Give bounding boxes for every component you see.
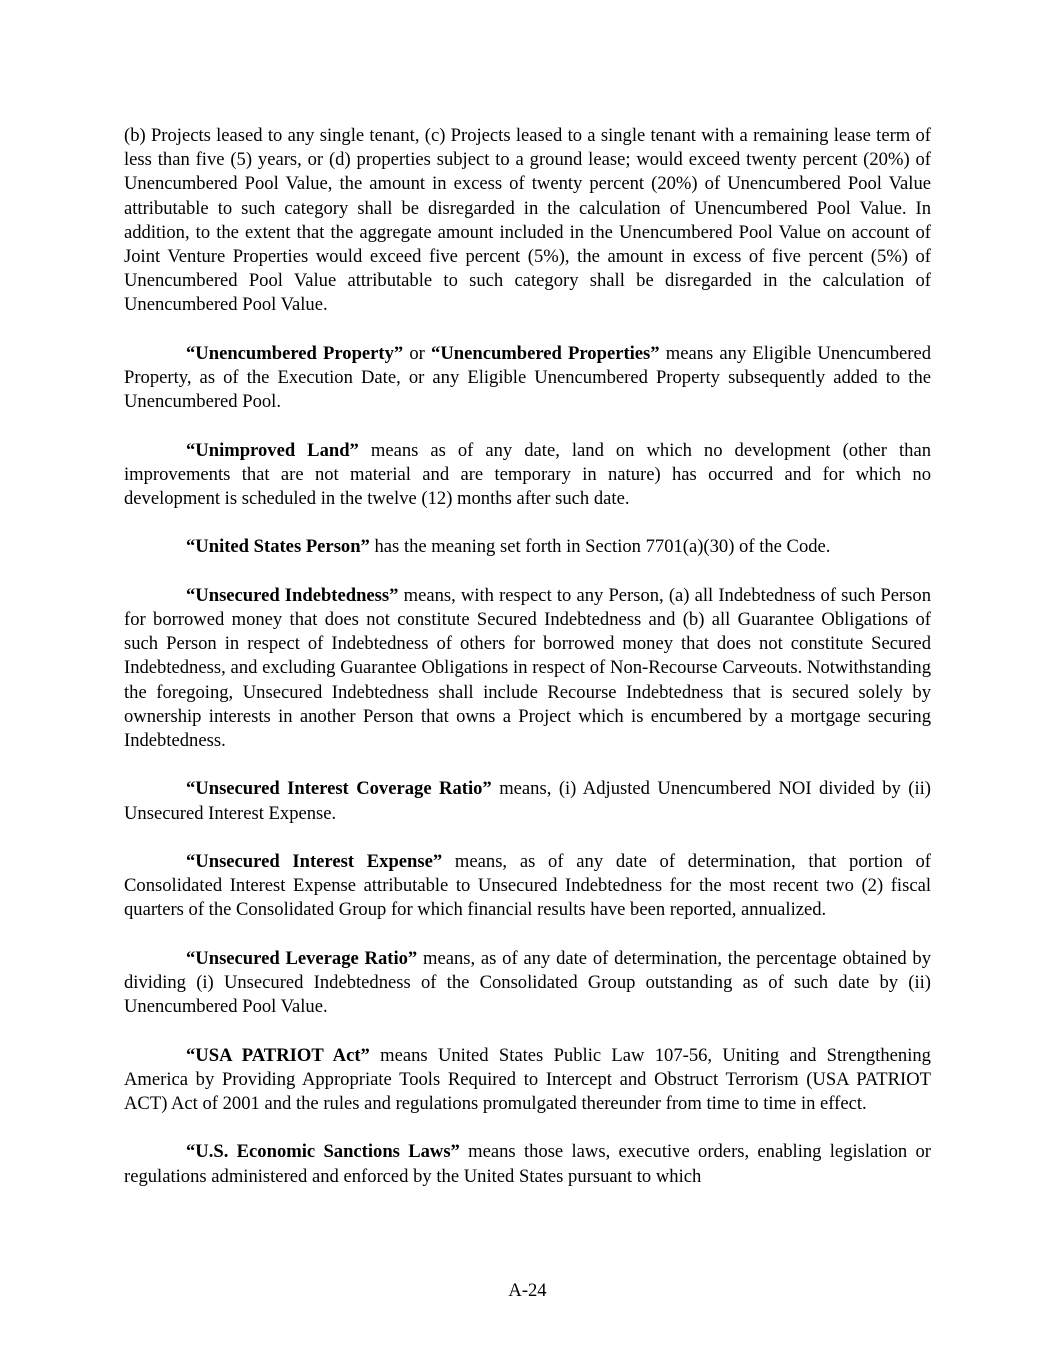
definition-unsecured-interest-coverage-ratio: [124, 777, 931, 825]
term-connector: or: [403, 342, 432, 364]
definition-united-states-person: [124, 535, 931, 559]
definition-us-economic-sanctions-laws: [124, 1140, 931, 1188]
definition-text: means as of any date, land on which no development (other than improvements that are not material and are temporary in nature) has occurred and for which no development is scheduled in the twelve (12) months after such date.: [124, 439, 931, 510]
definition-unsecured-leverage-ratio: [124, 947, 931, 1020]
page-number: A-24: [508, 1280, 547, 1301]
defined-term: “U.S. Economic Sanctions Laws”: [186, 1141, 460, 1163]
definition-text: has the meaning set forth in Section 7701(a)(30) of the Code.: [369, 536, 831, 558]
definition-text: means those laws, executive orders, enabling legislation or regulations administered and enforced by the United States pursuant to which: [124, 1141, 931, 1187]
definition-text: means, with respect to any Person, (a) all Indebtedness of such Person for borrowed money that does not constitute Secured Indebtedness and (b) all Guarantee Obligations of such Person in respect of Indebtedness of others for borrowed money that does not constitute Secured Indebtedness, and excluding Guarantee Obligations in respect of Non-Recourse Carveouts. Notwithstanding the foregoing, Unsecured Indebtedness shall include Recourse Indebtedness that is secured solely by ownership interests in another Person that owns a Project which is encumbered by a mortgage securing Indebtedness.: [124, 584, 931, 752]
defined-term: “Unsecured Leverage Ratio”: [186, 947, 418, 969]
definition-usa-patriot-act: [124, 1044, 931, 1117]
defined-term: “USA PATRIOT Act”: [186, 1044, 370, 1066]
defined-term: “Unsecured Interest Coverage Ratio”: [186, 778, 492, 800]
definition-text: means any Eligible Unencumbered Property, as of the Execution Date, or any Eligible Unencumbered Property subsequently added to the Unencumbered Pool.: [124, 342, 932, 413]
definition-text: means, (i) Adjusted Unencumbered NOI divided by (ii) Unsecured Interest Expense.: [124, 778, 931, 824]
definition-text: means, as of any date of determination, that portion of Consolidated Interest Expense attributable to Unsecured Indebtedness for the most recent two (2) fiscal quarters of the Consolidated Group for which financial results have been reported, annualized.: [124, 851, 931, 921]
paragraph-text: (b) Projects leased to any single tenant, (c) Projects leased to a single tenant with a remaining lease term of less than five (5) years, or (d) properties subject to a ground lease; would exceed twenty percent (20%) of Unencumbered Pool Value, the amount in excess of twenty percent (20%) of Unencumbered Pool Value attributable to such category shall be disregarded in the calculation of Unencumbered Pool Value. In addition, to the extent that the aggregate amount included in the Unencumbered Pool Value on account of Joint Venture Properties would exceed five percent (5%), the amount in excess of five percent (5%) of Unencumbered Pool Value attributable to such category shall be disregarded in the calculation of Unencumbered Pool Value.: [124, 125, 931, 316]
definition-unimproved-land: [124, 439, 931, 512]
definition-text: means, as of any date of determination, the percentage obtained by dividing (i) Unsecured Indebtedness of the Consolidated Group outstanding as of such date by (ii) Unencumbered Pool Value.: [124, 947, 931, 1018]
defined-term: “Unsecured Indebtedness”: [186, 584, 399, 606]
defined-term: “United States Person”: [186, 536, 370, 558]
continuation-paragraph: [124, 124, 931, 318]
defined-term: “Unsecured Interest Expense”: [186, 851, 443, 872]
defined-term: “Unimproved Land”: [186, 439, 359, 461]
definition-unsecured-interest-expense: [124, 850, 931, 923]
definition-unsecured-indebtedness: [124, 584, 931, 753]
definition-unencumbered-property: [124, 342, 931, 415]
definition-text: means United States Public Law 107-56, Uniting and Strengthening America by Providing Appropriate Tools Required to Intercept and Obstruct Terrorism (USA PATRIOT ACT) Act of 2001 and the rules and regulations promulgated thereunder from time to time in effect.: [124, 1044, 931, 1114]
document-page: [124, 124, 931, 1213]
defined-term: “Unencumbered Property”: [186, 342, 404, 364]
defined-term-alternate: “Unencumbered Properties”: [431, 342, 660, 364]
